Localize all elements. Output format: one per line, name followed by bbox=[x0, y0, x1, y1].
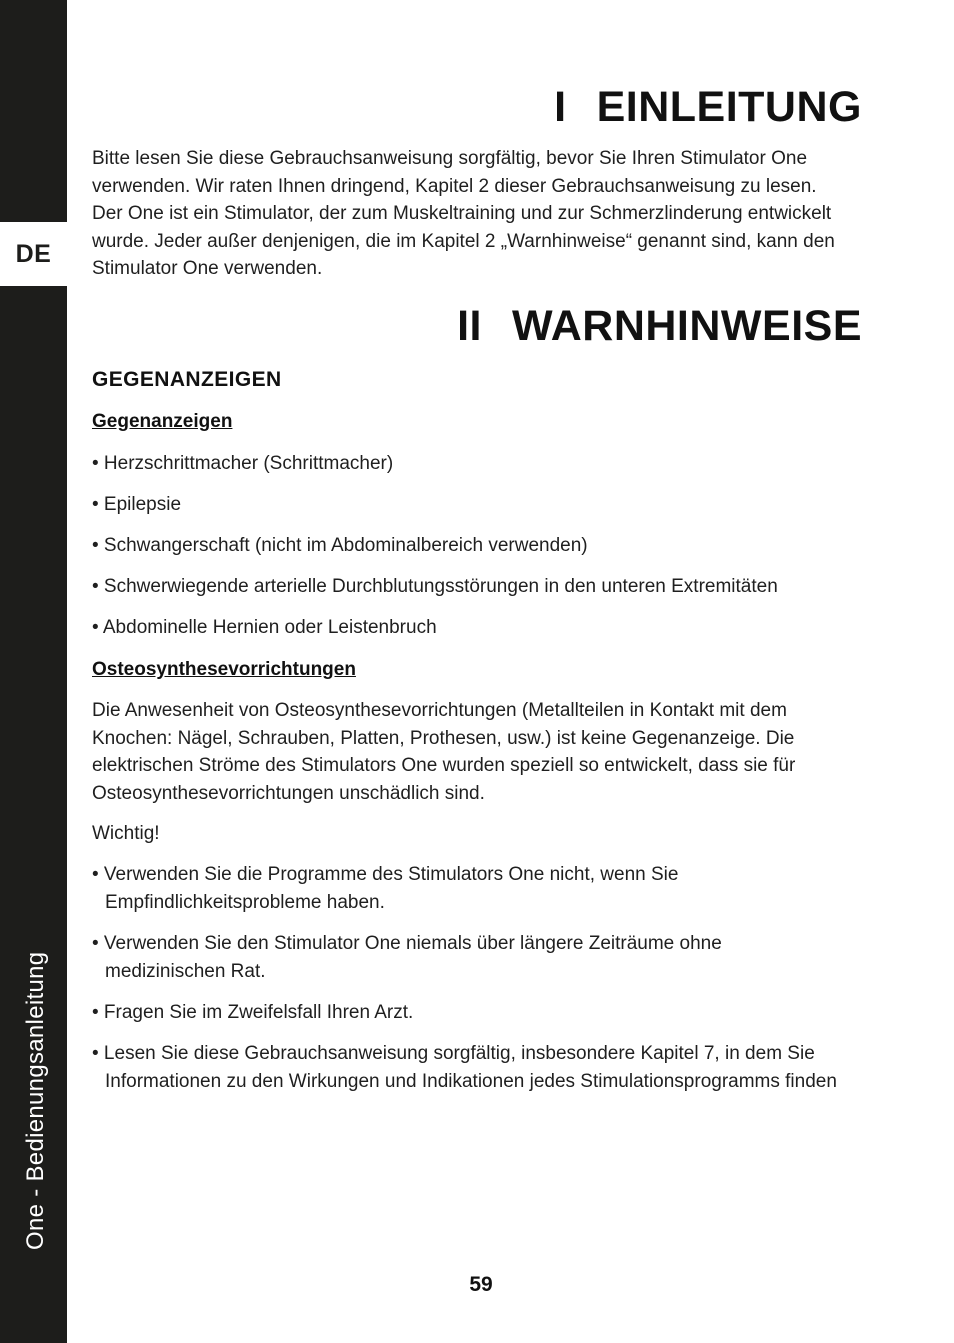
subsection-title-osteosynthese: Osteosynthesevorrichtungen bbox=[92, 659, 356, 680]
list-item: • Verwenden Sie den Stimulator One niemals über längere Zeiträume ohne medizinischen Rat. bbox=[92, 933, 722, 982]
subheading-gegenanzeigen: GEGENANZEIGEN bbox=[92, 368, 282, 391]
page-number: 59 bbox=[469, 1273, 493, 1296]
language-tab: DE bbox=[0, 222, 67, 286]
list-item: • Schwerwiegende arterielle Durchblutungsstörungen in den unteren Extremitäten bbox=[92, 576, 778, 597]
list-item: • Epilepsie bbox=[92, 494, 182, 515]
important-label: Wichtig! bbox=[92, 823, 160, 844]
subsection-title-gegenanzeigen: Gegenanzeigen bbox=[92, 411, 233, 432]
manual-title-vertical: One - Bedienungsanleitung bbox=[22, 951, 49, 1250]
section-number: II bbox=[457, 302, 482, 350]
list-item: • Schwangerschaft (nicht im Abdominalbereich verwenden) bbox=[92, 535, 588, 556]
section-title: WARNHINWEISE bbox=[512, 302, 862, 350]
section-heading-warnhinweise bbox=[92, 302, 862, 351]
section-heading-einleitung bbox=[92, 83, 862, 132]
section-title: EINLEITUNG bbox=[596, 83, 862, 131]
list-item: • Herzschrittmacher (Schrittmacher) bbox=[92, 453, 394, 474]
list-item: • Abdominelle Hernien oder Leistenbruch bbox=[92, 617, 437, 638]
intro-paragraph: Bitte lesen Sie diese Gebrauchsanweisung sorgfältig, bevor Sie Ihren Stimulator One verwenden. Wir raten Ihnen dringend, Kapitel 2 dieser Gebrauchsanweisung zu lesen. Der One ist ein Stimulator, der zum Muskeltraining und zur Schmerzlinderung entwickelt wurde. Jeder außer denjenigen, die im Kapitel 2 „Warnhinweise“ genannt sind, kann den Stimulator One verwenden. bbox=[92, 148, 835, 279]
list-item: • Lesen Sie diese Gebrauchsanweisung sorgfältig, insbesondere Kapitel 7, in dem Sie Informationen zu den Wirkungen und Indikationen jedes Stimulationsprogramms finden bbox=[92, 1043, 837, 1092]
list-item: • Verwenden Sie die Programme des Stimulators One nicht, wenn Sie Empfindlichkeitsprobleme haben. bbox=[92, 864, 679, 913]
section-number: I bbox=[554, 83, 567, 131]
list-item: • Fragen Sie im Zweifelsfall Ihren Arzt. bbox=[92, 1002, 414, 1023]
osteo-paragraph: Die Anwesenheit von Osteosynthesevorrichtungen (Metallteilen in Kontakt mit dem Knochen: Nägel, Schrauben, Platten, Prothesen, usw.) ist keine Gegenanzeige. Die elektrischen Ströme des Stimulators One wurden speziell so entwickelt, dass sie für Osteosynthesevorrichtungen unschädlich sind. bbox=[92, 700, 796, 804]
